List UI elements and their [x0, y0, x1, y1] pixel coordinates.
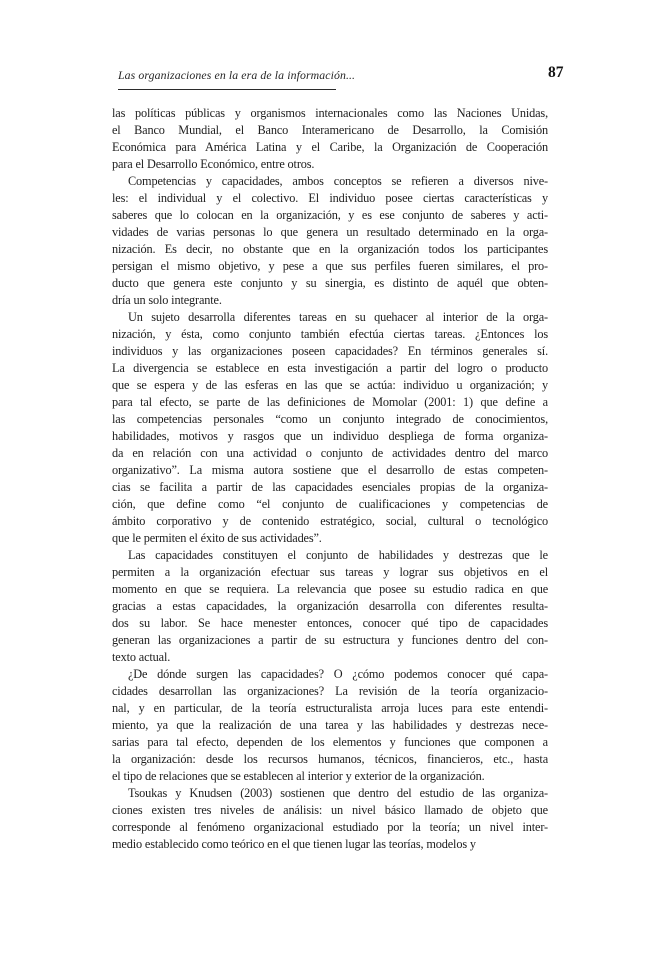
paragraph: [112, 666, 548, 785]
paragraph: [112, 547, 548, 666]
text-line: cidades desarrollan las organizaciones? La revisión de la teoría organizacio-: [112, 684, 548, 698]
text-line: nización, y ésta, como conjunto también efectúa ciertas tareas. ¿Entonces los: [112, 327, 548, 341]
text-line: dos su labor. Se hace menester entonces, conocer qué tipo de capacidades: [112, 616, 548, 630]
text-line: las políticas públicas y organismos internacionales como las Naciones Unidas,: [112, 106, 548, 120]
text-line: persigan el mismo objetivo, y pese a que sus perfiles fueren similares, el pro-: [112, 259, 548, 273]
text-line: Un sujeto desarrolla diferentes tareas en su quehacer al interior de la orga-: [128, 310, 548, 324]
text-line: para el Desarrollo Económico, entre otros.: [112, 157, 315, 171]
paragraph: [112, 309, 548, 547]
text-line: que se espera y de las esferas en las que se actúa: individuo u organización; y: [112, 378, 548, 392]
text-line: ¿De dónde surgen las capacidades? O ¿cómo podemos conocer qué capa-: [128, 667, 548, 681]
page-number: 87: [548, 64, 564, 81]
text-line: Las capacidades constituyen el conjunto de habilidades y destrezas que le: [128, 548, 548, 562]
text-line: generan las organizaciones a partir de su estructura y funciones dentro del con-: [112, 633, 548, 647]
paragraph: [112, 785, 548, 853]
text-line: para tal efecto, se parte de las definiciones de Momolar (2001: 1) que define a: [112, 395, 548, 409]
text-line: el Banco Mundial, el Banco Interamericano de Desarrollo, la Comisión: [112, 123, 548, 137]
text-line: ciones existen tres niveles de análisis: un nivel básico llamado de objeto que: [112, 803, 548, 817]
text-line: vidades de varias personas lo que genera un resultado determinado en la orga-: [112, 225, 548, 239]
text-line: cias se facilita a partir de las capacidades esenciales propias de la organiza-: [112, 480, 548, 494]
text-line: nización. Es decir, no obstante que en la organización todos los participantes: [112, 242, 548, 256]
text-line: da en relación con una actividad o conjunto de actividades dentro del marco: [112, 446, 548, 460]
text-line: miento, ya que la realización de una tarea y las habilidades y destrezas nece-: [112, 718, 548, 732]
text-line: ámbito corporativo y de contenido estratégico, social, cultural o tecnológico: [112, 514, 548, 528]
paragraph: [112, 173, 548, 309]
text-line: las competencias personales “como un conjunto integrado de conocimientos,: [112, 412, 548, 426]
text-line: el tipo de relaciones que se establecen al interior y exterior de la organización.: [112, 769, 485, 783]
body-text: [112, 105, 548, 853]
text-line: les: el individual y el colectivo. El individuo posee ciertas características y: [112, 191, 548, 205]
text-line: ción, que define como “el conjunto de cualificaciones y competencias de: [112, 497, 548, 511]
text-line: Tsoukas y Knudsen (2003) sostienen que dentro del estudio de las organiza-: [128, 786, 548, 800]
text-line: corresponde al fenómeno organizacional estudiado por la teoría; un nivel inter-: [112, 820, 548, 834]
text-line: ducto que genera este conjunto y su sinergia, es distinto de aquél que obten-: [112, 276, 548, 290]
text-line: nal, y en particular, de la teoría estructuralista arroja luces para este entendi-: [112, 701, 548, 715]
running-title: Las organizaciones en la era de la información...: [118, 68, 356, 82]
text-line: individuos y las organizaciones poseen capacidades? En términos generales sí.: [112, 344, 548, 358]
text-line: permiten a la organización efectuar sus tareas y lograr sus objetivos en el: [112, 565, 548, 579]
text-line: habilidades, motivos y rasgos que un individuo despliega de forma organiza-: [112, 429, 548, 443]
text-line: medio establecido como teórico en el que tienen lugar las teorías, modelos y: [112, 837, 476, 851]
text-line: Competencias y capacidades, ambos conceptos se refieren a diversos nive-: [128, 174, 548, 188]
text-line: Económica para América Latina y el Caribe, la Organización de Cooperación: [112, 140, 548, 154]
text-line: texto actual.: [112, 650, 171, 664]
text-line: sarias para tal efecto, dependen de los elementos y funciones que componen a: [112, 735, 548, 749]
paragraph: [112, 105, 548, 173]
text-line: gracias a estas capacidades, la organización desarrolla con diferentes resulta-: [112, 599, 548, 613]
text-line: que le permiten el éxito de sus actividades”.: [112, 531, 322, 545]
text-line: momento en que se requiera. La relevancia que posee su estudio radica en que: [112, 582, 548, 596]
text-line: organizativo”. La misma autora sostiene que el desarrollo de estas competen-: [112, 463, 548, 477]
text-line: la organización: desde los recursos humanos, técnicos, financieros, etc., hasta: [112, 752, 548, 766]
text-line: La divergencia se establece en esta investigación a partir del logro o producto: [112, 361, 548, 375]
text-line: saberes que lo colocan en la organización, y es ese conjunto de saberes y acti-: [112, 208, 548, 222]
text-line: dría un solo integrante.: [112, 293, 222, 307]
page-header: [118, 66, 356, 90]
